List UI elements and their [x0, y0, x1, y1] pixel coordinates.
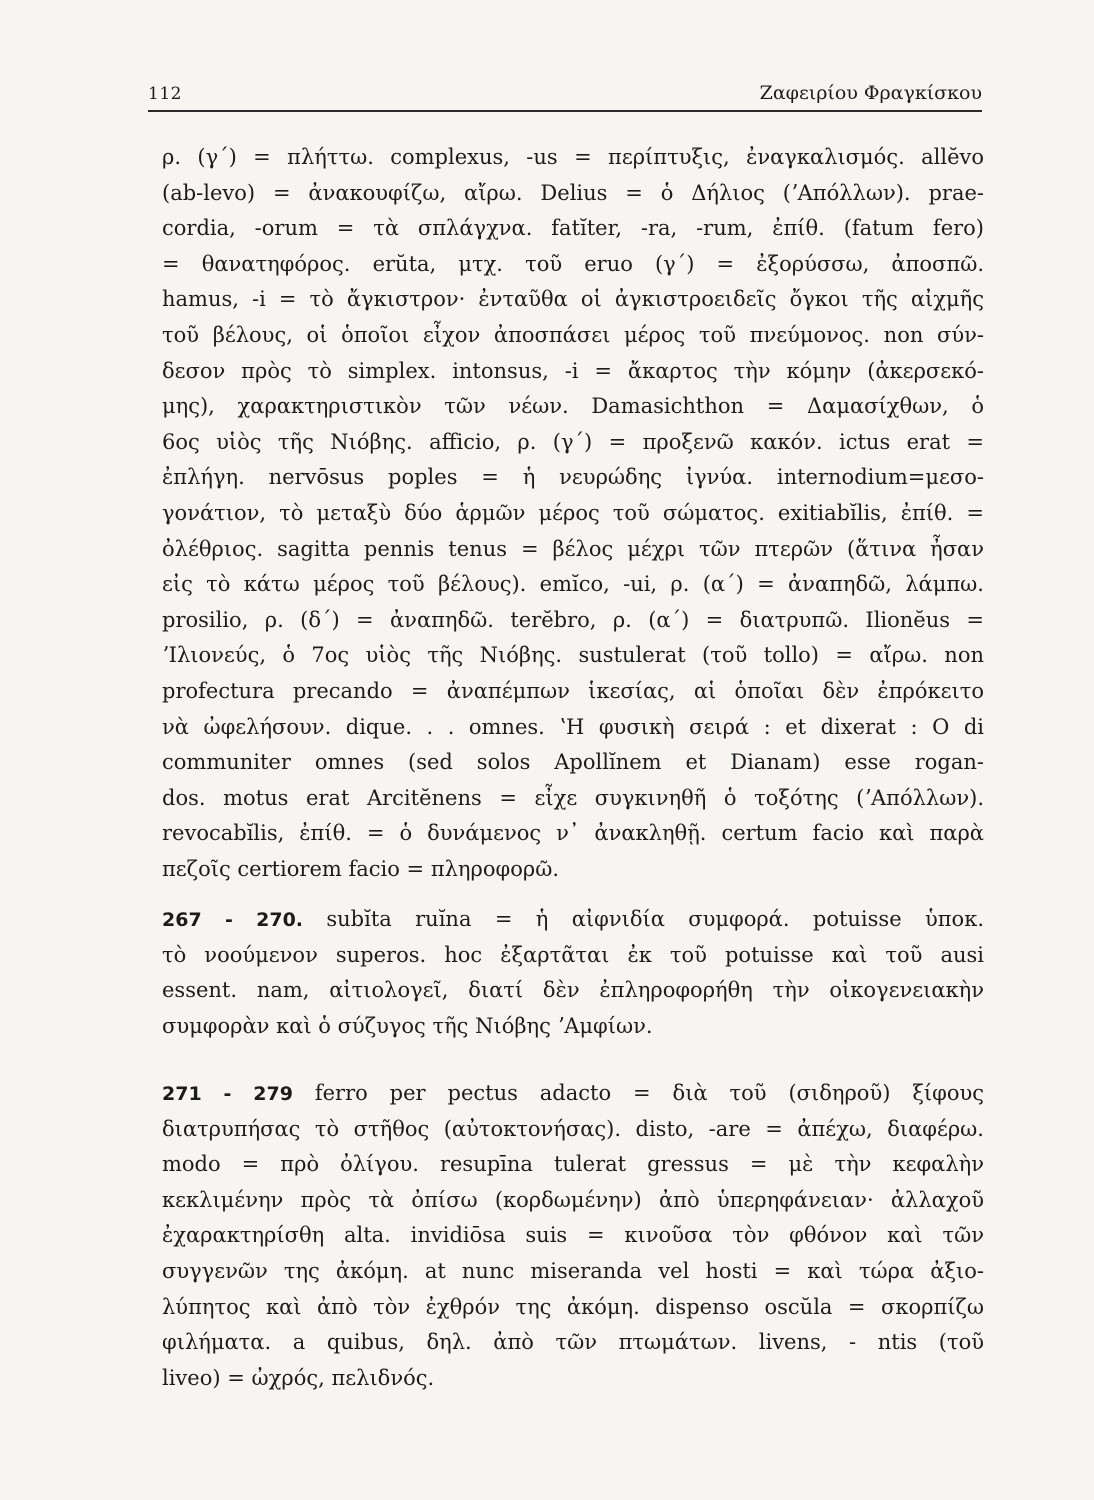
- text-line: μης), χαρακτηριστικὸν τῶν νέων. Damasichthon = Δαμασίχθων, ὁ: [162, 394, 984, 419]
- text-line: [162, 902, 984, 938]
- paragraph-commentary-1: [162, 140, 984, 887]
- verse-range-label: 271 - 279: [162, 1083, 293, 1105]
- text-line: πεζοῖς certiorem facio = πληροφορῶ.: [162, 856, 559, 881]
- text-line: revocabĭlis, ἐπίθ. = ὁ δυνάμενος ν᾽ ἀνακληθῇ. certum facio καὶ παρὰ: [162, 821, 984, 846]
- text-span: ferro per pectus adacto = διὰ τοῦ (σιδηροῦ) ξίφους: [292, 1081, 984, 1105]
- running-head: Ζαφειρίου Φραγκίσκου: [759, 82, 982, 104]
- text-line: ὀλέθριος. sagitta pennis tenus = βέλος μέχρι τῶν πτερῶν (ἅτινα ἦσαν: [162, 536, 984, 561]
- page-number: 112: [148, 84, 182, 104]
- text-line: communiter omnes (sed solos Apollĭnem et Dianam) esse rogan-: [162, 750, 984, 775]
- text-line: κεκλιμένην πρὸς τὰ ὀπίσω (κορδωμένην) ἀπὸ ὑπερηφάνειαν· ἀλλαχοῦ: [162, 1187, 984, 1212]
- paragraph-verses-271-279: [162, 1076, 984, 1396]
- text-line: ἐχαρακτηρίσθη alta. invidiōsa suis = κινοῦσα τὸν φθόνον καὶ τῶν: [162, 1223, 984, 1248]
- text-line: hamus, -i = τὸ ἄγκιστρον· ἐνταῦθα οἱ ἀγκιστροειδεῖς ὄγκοι τῆς αἰχμῆς: [162, 287, 984, 312]
- text-line: ἐπλήγη. nervōsus poples = ἡ νευρώδης ἰγνύα. internodium=μεσο-: [162, 465, 984, 490]
- text-line: διατρυπήσας τὸ στῆθος (αὐτοκτονήσας). disto, -are = ἀπέχω, διαφέρω.: [162, 1116, 984, 1141]
- text-line: νὰ ὠφελήσουν. dique. . . omnes. ʽΗ φυσικὴ σειρά : et dixerat : O di: [162, 714, 984, 739]
- text-line: cordia, -orum = τὰ σπλάγχνα. fatĭter, -ra, -rum, ἐπίθ. (fatum fero): [162, 216, 984, 241]
- text-line: τὸ νοούμενον superos. hoc ἐξαρτᾶται ἐκ τοῦ potuisse καὶ τοῦ ausi: [162, 942, 984, 967]
- text-line: συμφορὰν καὶ ὁ σύζυγος τῆς Νιόβης ʼΑμφίων.: [162, 1013, 653, 1038]
- text-line: εἰς τὸ κάτω μέρος τοῦ βέλους). emĭco, -ui, ρ. (α΄) = ἀναπηδῶ, λάμπω.: [162, 572, 984, 597]
- text-line: (ab-levo) = ἀνακουφίζω, αἴρω. Delius = ὁ Δήλιος (ʼΑπόλλων). prae-: [162, 180, 984, 205]
- text-line: dos. motus erat Arcitĕnens = εἶχε συγκινηθῆ ὁ τοξότης (ʼΑπόλλων).: [162, 785, 984, 810]
- text-line: δεσον πρὸς τὸ simplex. intonsus, -i = ἄκαρτος τὴν κόμην (ἀκερσεκό-: [162, 358, 984, 383]
- text-line: γονάτιον, τὸ μεταξὺ δύο ἁρμῶν μέρος τοῦ σώματος. exitiabĭlis, ἐπίθ. =: [162, 500, 984, 525]
- text-line: prosilio, ρ. (δ΄) = ἀναπηδῶ. terĕbro, ρ. (α΄) = διατρυπῶ. Ilionĕus =: [162, 607, 984, 632]
- text-line: φιλήματα. a quibus, δηλ. ἀπὸ τῶν πτωμάτων. livens, - ntis (τοῦ: [162, 1330, 984, 1355]
- text-line: [162, 1076, 984, 1112]
- text-line: liveo) = ὠχρός, πελιδνός.: [162, 1365, 435, 1390]
- verse-range-label: 267 - 270.: [162, 909, 304, 931]
- text-line: τοῦ βέλους, οἱ ὁποῖοι εἶχον ἀποσπάσει μέρος τοῦ πνεύμονος. non σύν-: [162, 322, 984, 347]
- text-line: = θανατηφόρος. erŭta, μτχ. τοῦ eruo (γ΄) = ἐξορύσσω, ἀποσπῶ.: [162, 251, 984, 276]
- text-line: ʼΙλιονεύς, ὁ 7ος υἱὸς τῆς Νιόβης. sustulerat (τοῦ tollo) = αἴρω. non: [162, 643, 984, 668]
- text-line: 6ος υἱὸς τῆς Νιόβης. afficio, ρ. (γ΄) = προξενῶ κακόν. ictus erat =: [162, 429, 984, 454]
- text-line: essent. nam, αἰτιολογεῖ, διατί δὲν ἐπληροφορήθη τὴν οἰκογενειακὴν: [162, 978, 984, 1003]
- text-line: profectura precando = ἀναπέμπων ἱκεσίας, αἱ ὁποῖαι δὲν ἐπρόκειτο: [162, 678, 984, 703]
- text-line: λύπητος καὶ ἀπὸ τὸν ἐχθρόν της ἀκόμη. dispenso oscŭla = σκορπίζω: [162, 1294, 984, 1319]
- paragraph-verses-267-270: [162, 902, 984, 1044]
- text-line: συγγενῶν της ἀκόμη. at nunc miseranda vel hosti = καὶ τώρα ἀξιο-: [162, 1258, 984, 1283]
- text-line: modo = πρὸ ὀλίγου. resupīna tulerat gressus = μὲ τὴν κεφαλὴν: [162, 1152, 984, 1177]
- text-line: ρ. (γ΄) = πλήττω. complexus, -us = περίπτυξις, ἐναγκαλισμός. allĕvo: [162, 145, 984, 169]
- text-span: subĭta ruĭna = ἡ αἰφνιδία συμφορά. potuisse ὑποκ.: [303, 907, 984, 931]
- page-header: [148, 70, 982, 112]
